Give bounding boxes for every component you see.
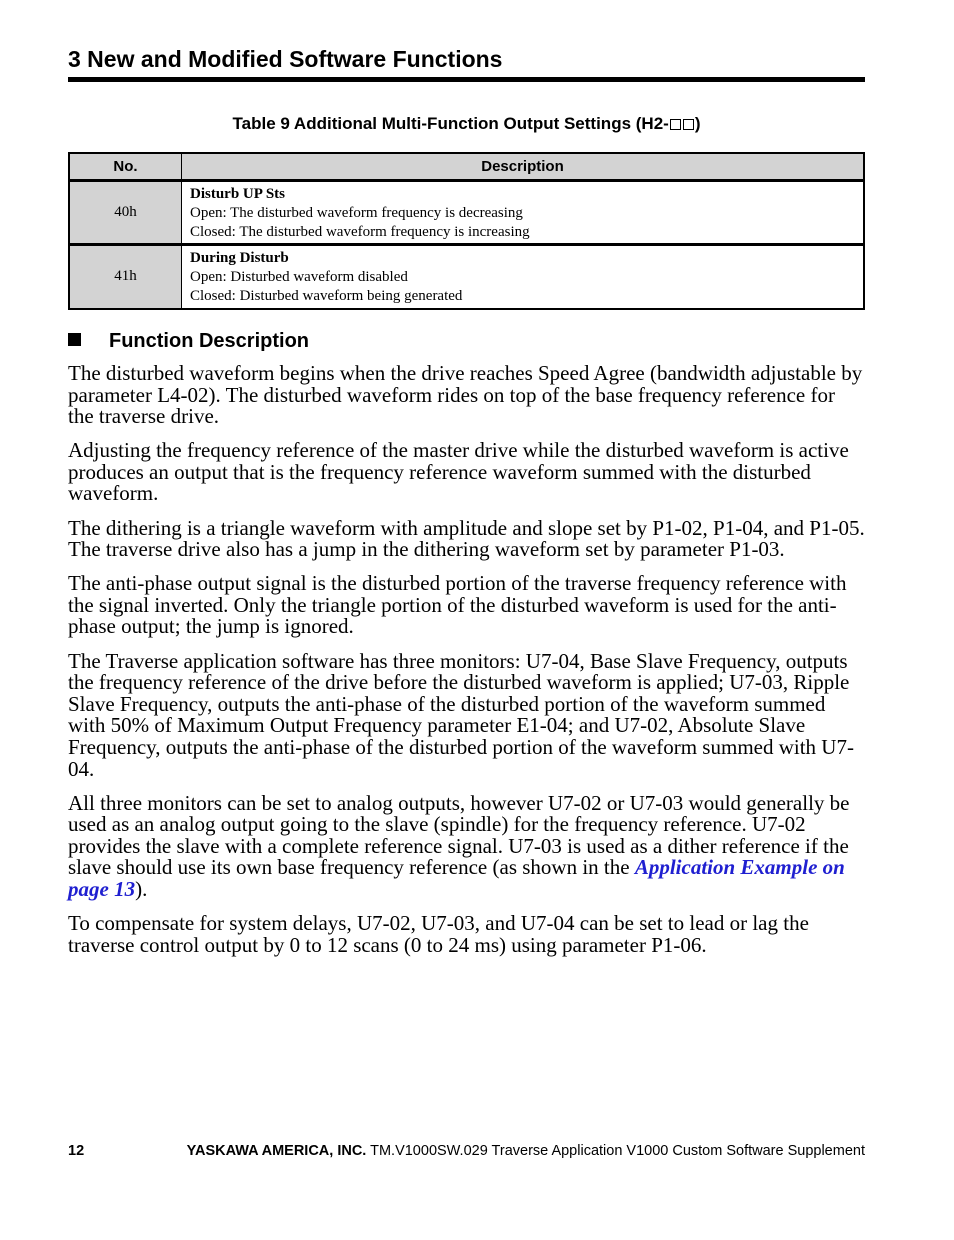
setting-closed-state: Closed: The disturbed waveform frequency is increasing (190, 223, 530, 240)
paragraph-text: ). (135, 876, 148, 901)
page-number: 12 (68, 1143, 85, 1159)
column-header-no: No. (69, 153, 182, 181)
section-title: 3 New and Modified Software Functions (68, 44, 865, 82)
square-bullet-icon (68, 333, 81, 346)
setting-number: 40h (69, 181, 182, 245)
setting-number: 41h (69, 245, 182, 309)
function-description-heading (68, 328, 865, 354)
setting-name: During Disturb (190, 249, 289, 266)
setting-closed-state: Closed: Disturbed waveform being generated (190, 287, 463, 304)
placeholder-box-icon (670, 119, 681, 130)
paragraph: The dithering is a triangle waveform with amplitude and slope set by P1-02, P1-04, and P1-05. The traverse drive also has a jump in the dithering waveform set by parameter P1-03. (68, 515, 865, 562)
setting-description (182, 245, 865, 309)
setting-description (182, 181, 865, 245)
table-caption (68, 113, 865, 135)
table-row (69, 181, 864, 245)
table-caption-suffix: ) (694, 114, 701, 133)
setting-name: Disturb UP Sts (190, 185, 286, 202)
body-text (68, 363, 865, 969)
paragraph: The anti-phase output signal is the disturbed portion of the traverse frequency reference with the signal inverted. Only the triangle portion of the disturbed waveform is used for the anti-phase output; the jump is ignored. (68, 571, 847, 639)
table-row (69, 245, 864, 309)
paragraph: To compensate for system delays, U7-02, U7-03, and U7-04 can be set to lead or lag the traverse control output by 0 to 12 scans (0 to 24 ms) using parameter P1-06. (68, 911, 809, 957)
paragraph: Adjusting the frequency reference of the master drive while the disturbed waveform is active produces an output that is the frequency reference waveform summed with the disturbed waveform. (68, 438, 849, 506)
paragraph: The disturbed waveform begins when the drive reaches Speed Agree (bandwidth adjustable by parameter L4-02). The disturbed waveform rides on top of the base frequency reference for the traverse drive. (68, 361, 863, 429)
paragraph-text: All three monitors can be set to analog outputs, however U7-02 or U7-03 would generally be used as an analog output going to the slave (spindle) for the frequency reference. U7-02 provides the slave with a complete reference signal. U7-03 is used as a dither reference if the slave should use its own base frequency reference (as shown in the (68, 790, 850, 880)
output-settings-table (68, 152, 865, 310)
company-name: YASKAWA AMERICA, INC. (186, 1143, 367, 1159)
document-title: TM.V1000SW.029 Traverse Application V1000 Custom Software Supplement (366, 1143, 865, 1159)
heading-text: Function Description (109, 330, 309, 352)
footer-document-info (187, 1142, 865, 1160)
application-example-link[interactable]: Application Example on page 13 (68, 855, 845, 901)
setting-open-state: Open: Disturbed waveform disabled (190, 268, 408, 285)
table-header-row (69, 153, 864, 181)
paragraph (68, 790, 865, 901)
table-caption-text: Table 9 Additional Multi-Function Output Settings (H2- (232, 114, 669, 133)
paragraph: The Traverse application software has three monitors: U7-04, Base Slave Frequency, outputs the frequency reference of the drive before the disturbed waveform is applied; U7-03, Ripple Slave Frequency, outputs the anti-phase of the disturbed portion of the waveform summed with 50% of Maximum Output Frequency parameter E1-04; and U7-02, Absolute Slave Frequency, outputs the anti-phase of the disturbed portion of the waveform summed with U7-04. (68, 648, 854, 781)
column-header-description: Description (182, 153, 865, 181)
setting-open-state: Open: The disturbed waveform frequency is decreasing (190, 204, 523, 221)
placeholder-box-icon (683, 119, 694, 130)
